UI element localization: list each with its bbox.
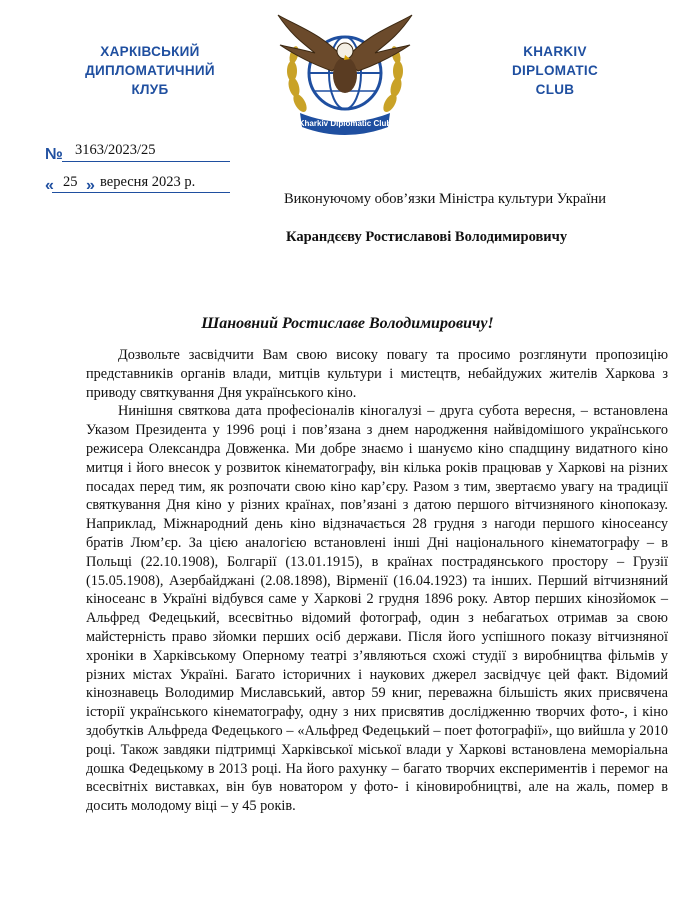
body-paragraph: Дозвольте засвідчити Вам свою високу повагу та просимо розглянути пропозицію представників органів влади, митців культури і мистецтв, небайдужих жителів Харкова з приводу святкування Дня українського кіно. (86, 347, 668, 401)
logo-banner-text: Kharkiv Diplomatic Club (298, 119, 392, 128)
org-name-english: KHARKIV DIPLOMATIC CLUB (512, 44, 598, 97)
number-underline (62, 161, 230, 162)
addressee-name: Карандєєву Ростиславові Володимировичу (286, 229, 568, 245)
document-day: 25 (63, 174, 78, 190)
document-date: вересня 2023 р. (100, 174, 196, 190)
document-number: 3163/2023/25 (75, 142, 156, 158)
salutation: Шановний Ростиславе Володимировичу! (201, 315, 494, 332)
body-paragraph: Нинішня святкова дата професіоналів кіногалузі – друга субота вересня, – встановлена Указом Президента у 1996 році і пов’язана з днем народження найвідомішого українського режисера Олександра Довженка. Ми добре знаємо і шануємо кіно спадщину видатного кіно митця і його внесок у розвиток кінематографу, він кілька років працював у Харкові на різних посадах перед тим, як розпочати свою кіно кар’єру. Разом з тим, звертаємо увагу на традиції святкування Дня кіно у різних країнах, пов’язані з датою першого вітчизняного кінопоказу. Наприклад, Міжнародний день кіно відзначається 28 грудня з нагоди першого кіносеансу братів Люм’єр. За цією аналогією встановлені інші Дні національного кінематографу – в Польщі (22.10.1908), Болгарії (13.01.1915), в країнах пострадянського простору – Грузії (15.05.1908), Азербайджані (2.08.1898), Вірменії (16.04.1923) та інших. Перший вітчизняний кіносеанс в Україні відбувся саме у Харкові 2 грудня 1896 року. Автор перших кінозйомок – Альфред Федецький, всесвітньо відомий фотограф, один з небагатьох отримав за свою майстерність право зйомки перших осіб держави. Після його успішного показу вітчизняної хроніки в Харківському Оперному театрі з’являються схожі студії з виробництва фільмів у різних містах Україні. Багато історичних і наукових джерел засвідчує цей факт. Відомий кінознавець Володимир Миславський, автор 59 книг, переважна більшість яких присвячена історії українського кінематографу, одну з них присвятив дослідженню творчих фото-, і кіно здобутків Альфреда Федецького – «Альфред Федецький – поет фотографії», що вийшла у 2010 році. Також завдяки підтримці Харківської міської влади у Харкові встановлена меморіальна дошка Федецькому в 2013 році. На його рахунку – багато творчих експериментів і перемог на всесвітніх виставках, він був новатором у фото- і кіновиробництві, але на жаль, помер в досить молодому віці – у 45 років. (86, 403, 668, 815)
letter-body (86, 346, 668, 816)
number-symbol: № (45, 146, 63, 163)
date-open-quote: « (45, 177, 54, 194)
date-underline (52, 192, 230, 193)
club-logo-eagle-icon (270, 5, 420, 137)
addressee-position: Виконуючому обов’язки Міністра культури України (284, 191, 606, 207)
org-name-ukrainian: ХАРКІВСЬКИЙ ДИПЛОМАТИЧНИЙ КЛУБ (85, 44, 215, 97)
date-close-quote: » (86, 177, 95, 194)
